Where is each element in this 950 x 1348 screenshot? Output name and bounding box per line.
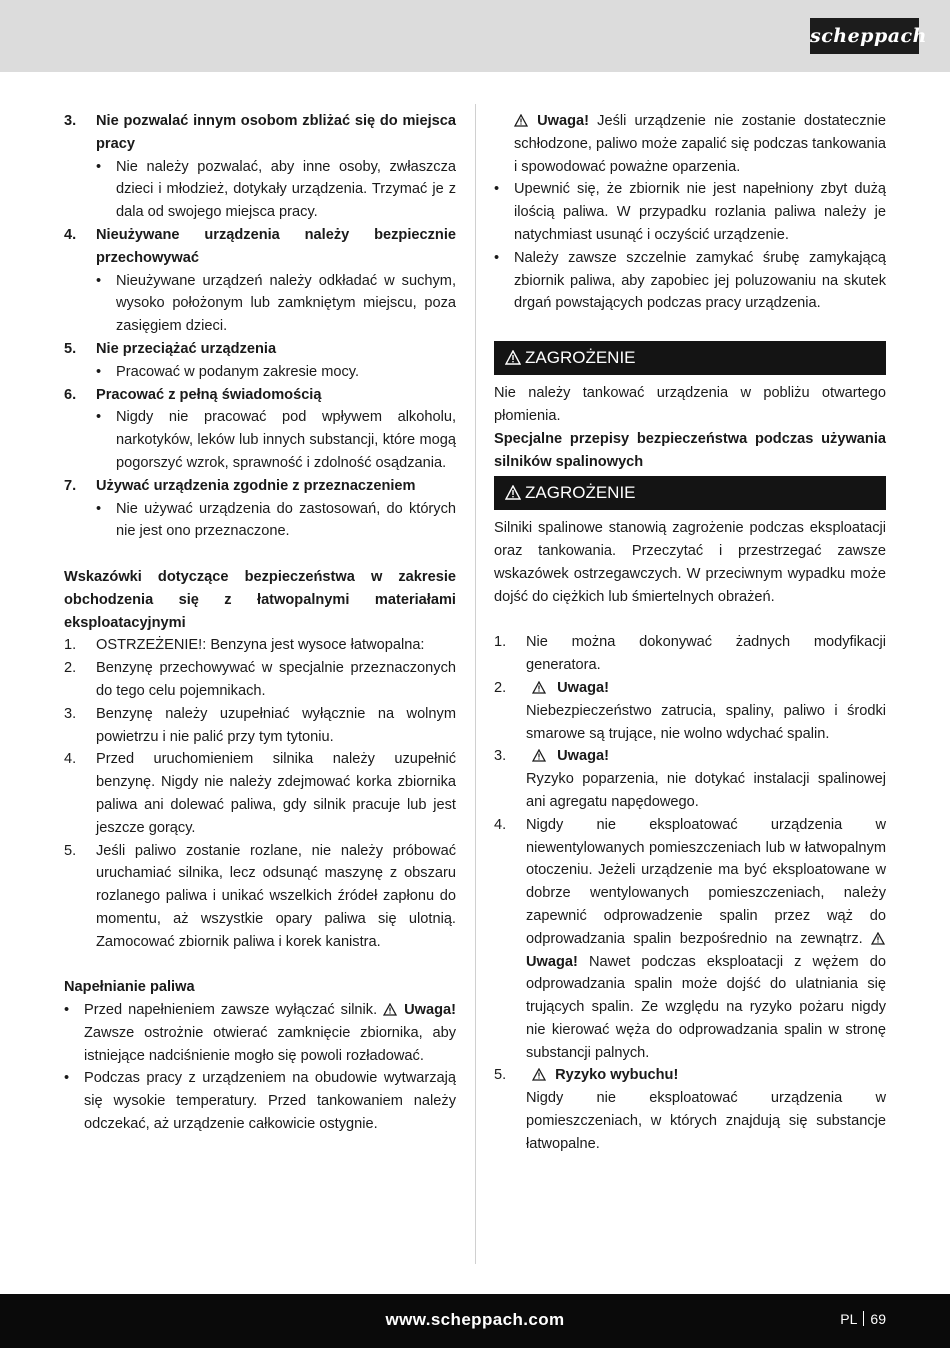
- fuel-item: [64, 748, 456, 839]
- danger-banner: [494, 476, 886, 510]
- bullet-text: Nigdy nie pracować pod wpływem alkoholu, narkotyków, leków lub innych substancji, które mogą pogorszyć wzrok, sprawność i zdolność osądzania.: [116, 409, 456, 471]
- item-number: 6.: [64, 386, 77, 403]
- warning-triangle-icon: [505, 485, 521, 500]
- warning-text: Jeśli urządzenie nie zostanie dostatecznie schłodzone, paliwo może zapalić się podczas tankowania i spowodować poważne oparzenia.: [514, 113, 886, 175]
- list-item-7: [64, 475, 456, 498]
- bullet-text-part: Zawsze ostrożnie otwierać zamknięcie zbiornika, aby istniejące nadciśnienie mogło się powoli rozładować.: [84, 1024, 456, 1064]
- header-bar: [0, 0, 950, 72]
- item-title: Nie pozwalać innym osobom zbliżać się do miejsca pracy: [96, 113, 456, 152]
- list-item-3: [64, 110, 456, 156]
- right-column: [494, 110, 886, 1156]
- engine-item: [494, 814, 886, 1065]
- fuel-item: [64, 657, 456, 703]
- uwaga-label: Uwaga!: [537, 113, 590, 129]
- uwaga-label: Uwaga!: [404, 1002, 456, 1019]
- item-title: Pracować z pełną świadomością: [96, 386, 322, 403]
- bullet-text: Nie należy pozwalać, aby inne osoby, zwłaszcza dzieci i młodzież, dotykały urządzenia. Trzymać je z dala od swojego miejsca pracy.: [116, 158, 456, 221]
- list-item-5: [64, 338, 456, 361]
- item-number: 4.: [64, 751, 77, 768]
- left-column: [64, 110, 456, 1136]
- uwaga-label: Uwaga!: [526, 953, 578, 970]
- warning-paragraph: [494, 110, 886, 178]
- item-title: Nie przeciążać urządzenia: [96, 340, 277, 357]
- bullet-item: • Nigdy nie pracować pod wpływem alkoholu, narkotyków, leków lub innych substancji, które mogą pogorszyć wzrok, sprawność i zdolność osądzania.: [64, 406, 456, 474]
- engine-item: [494, 677, 886, 745]
- item-text: OSTRZEŻENIE!: Benzyna jest wysoce łatwopalna:: [96, 637, 425, 654]
- page-indicator: [840, 1311, 886, 1327]
- refuel-heading: Napełnianie paliwa: [64, 979, 195, 996]
- item-number: 4.: [494, 816, 507, 833]
- footer-bar: [0, 1294, 950, 1348]
- warning-triangle-icon: [871, 928, 886, 951]
- danger-label: ZAGROŻENIE: [525, 348, 636, 368]
- explosion-risk-label: Ryzyko wybuchu!: [555, 1067, 679, 1084]
- warning-triangle-icon: [526, 745, 547, 768]
- item-text: Przed uruchomieniem silnika należy uzupełnić benzynę. Nigdy nie należy zdejmować korka zbiornika paliwa ani dolewać paliwa, gdy silnik pracuje lub jest jeszcze gorący.: [96, 751, 456, 836]
- item-title: Nieużywane urządzenia należy bezpiecznie przechowywać: [96, 226, 456, 266]
- item-text: Jeśli paliwo zostanie rozlane, nie należy próbować uruchamiać silnika, lecz odsunąć maszynę z obszaru rozlanego paliwa i unikać wszelkich źródeł zapłonu do momentu, aż wszystkie opary paliwa się ulotnią. Zamocować zbiornik paliwa i korek kanistra.: [96, 842, 456, 950]
- item-number: 4.: [64, 226, 77, 243]
- item-body: [526, 745, 886, 813]
- danger-text: Silniki spalinowe stanowią zagrożenie podczas eksploatacji oraz tankowania. Przeczytać i przestrzegać zawsze wskazówek ostrzegawczych. W przeciwnym wypadku może dojść do ciężkich lub śmiertelnych obrażeń.: [494, 520, 886, 605]
- item-number: 1.: [494, 634, 507, 651]
- item-body: [526, 814, 886, 1065]
- column-divider: [475, 104, 476, 1264]
- bullet-item: • Przed napełnieniem zawsze wyłączać silnik. Uwaga! Zawsze ostrożnie otwierać zamknięcie zbiornika, aby istniejące nadciśnienie mogło się powoli rozładować.: [64, 999, 456, 1067]
- fuel-item: [64, 634, 456, 657]
- item-title: Używać urządzenia zgodnie z przeznaczeniem: [96, 477, 416, 494]
- list-item-6: [64, 384, 456, 407]
- item-text: Benzynę przechowywać w specjalnie przeznaczonych do tego celu pojemnikach.: [96, 660, 456, 699]
- bullet-text: Należy zawsze szczelnie zamykać śrubę zamykającą zbiornik paliwa, aby zapobiec jej poluzowaniu na skutek drgań powstających podczas pracy urządzenia.: [514, 249, 886, 312]
- warning-triangle-icon: [514, 110, 529, 133]
- engine-item: [494, 745, 886, 813]
- item-text: Ryzyko poparzenia, nie dotykać instalacji spalinowej ani agregatu napędowego.: [526, 771, 886, 810]
- bullet-item: • Nie należy pozwalać, aby inne osoby, zwłaszcza dzieci i młodzież, dotykały urządzenia. Trzymać je z dala od swojego miejsca pracy.: [64, 156, 456, 224]
- bullet-text: [84, 999, 456, 1067]
- item-number: 5.: [64, 340, 77, 357]
- bullet-text-part: Przed napełnieniem zawsze wyłączać silnik.: [84, 1002, 378, 1019]
- danger-banner: [494, 341, 886, 375]
- danger-label: ZAGROŻENIE: [525, 483, 636, 503]
- warning-triangle-icon: [505, 350, 521, 365]
- item-text: Nigdy nie eksploatować urządzenia w pomieszczeniach, w których znajdują się substancje łatwopalne.: [526, 1090, 886, 1152]
- fuel-safety-heading: Wskazówki dotyczące bezpieczeństwa w zakresie obchodzenia się z łatwopalnymi materiałami eksploatacyjnymi: [64, 568, 456, 631]
- item-number: 3.: [494, 748, 507, 765]
- item-body: [526, 677, 886, 745]
- item-number: 3.: [64, 705, 77, 722]
- warning-triangle-icon: [526, 677, 547, 700]
- item-text: Nawet podczas eksploatacji z wężem do odprowadzania spalin może dojść do ulatniania się trujących spalin. Ze względu na ryzyko pożaru nigdy nie kierować węża do odprowadzania spalin w stronę substancji palnych.: [526, 953, 886, 1061]
- bullet-item: • Nieużywane urządzeń należy odkładać w suchym, wysoko położonym lub zamkniętym miejscu, poza zasięgiem dzieci.: [64, 270, 456, 338]
- warning-triangle-icon: [383, 999, 398, 1022]
- engine-item: [494, 1064, 886, 1155]
- fuel-item: [64, 840, 456, 954]
- fuel-item: [64, 703, 456, 749]
- item-number: 5.: [64, 842, 77, 859]
- bullet-item: • Pracować w podanym zakresie mocy.: [64, 361, 456, 384]
- separator: [863, 1311, 864, 1326]
- item-number: 5.: [494, 1067, 507, 1084]
- bullet-text: Podczas pracy z urządzeniem na obudowie wytwarzają się wysokie temperatury. Przed tankowaniem należy odczekać, aż urządzenie całkowicie ostygnie.: [84, 1070, 456, 1133]
- bullet-text: Pracować w podanym zakresie mocy.: [116, 363, 360, 380]
- list-item-4: [64, 224, 456, 270]
- language-code: PL: [840, 1311, 858, 1327]
- item-number: 1.: [64, 637, 77, 654]
- item-text: Benzynę należy uzupełniać wyłącznie na wolnym powietrzu i nie palić przy tym tytoniu.: [96, 705, 456, 745]
- bullet-item: • Podczas pracy z urządzeniem na obudowie wytwarzają się wysokie temperatury. Przed tankowaniem należy odczekać, aż urządzenie całkowicie ostygnie.: [64, 1067, 456, 1135]
- item-number: 3.: [64, 113, 77, 129]
- bullet-item: • Nie używać urządzenia do zastosowań, do których nie jest ono przeznaczone.: [64, 498, 456, 544]
- item-number: 2.: [64, 660, 77, 677]
- item-text: Nigdy nie eksploatować urządzenia w niewentylowanych pomieszczeniach lub w łatwopalnym otoczeniu. Jeżeli urządzenie ma być eksploatowane w dobrze wentylowanych pomieszczeniach, należy zapewnić odprowadzenie spalin przez wąż do odprowadzania spalin bezpośrednio na zewnątrz.: [526, 816, 886, 947]
- engine-item: [494, 631, 886, 677]
- bullet-text: Nieużywane urządzeń należy odkładać w suchym, wysoko położonym lub zamkniętym miejscu, poza zasięgiem dzieci.: [116, 272, 456, 335]
- item-number: 7.: [64, 477, 77, 494]
- item-number: 2.: [494, 679, 507, 696]
- item-text: Niebezpieczeństwo zatrucia, spaliny, paliwo i środki smarowe są trujące, nie wolno wdychać spalin.: [526, 702, 886, 742]
- bullet-item: • Należy zawsze szczelnie zamykać śrubę zamykającą zbiornik paliwa, aby zapobiec jej poluzowaniu na skutek drgań powstających podczas pracy urządzenia.: [494, 247, 886, 315]
- warning-triangle-icon: [526, 1064, 547, 1087]
- uwaga-label: Uwaga!: [557, 748, 609, 765]
- bullet-text: Nie używać urządzenia do zastosowań, do których nie jest ono przeznaczone.: [116, 500, 456, 540]
- uwaga-label: Uwaga!: [557, 679, 609, 696]
- bullet-item: • Upewnić się, że zbiornik nie jest napełniony zbyt dużą ilością paliwa. W przypadku rozlania paliwa należy je natychmiast usunąć i oczyścić urządzenie.: [494, 178, 886, 246]
- danger-text: Nie należy tankować urządzenia w pobliżu otwartego płomienia.: [494, 385, 886, 424]
- scheppach-logo: scheppach: [810, 18, 919, 54]
- engine-safety-heading: Specjalne przepisy bezpieczeństwa podczas używania silników spalinowych: [494, 430, 886, 470]
- page-number: 69: [870, 1311, 886, 1327]
- bullet-text: Upewnić się, że zbiornik nie jest napełniony zbyt dużą ilością paliwa. W przypadku rozlania paliwa należy je natychmiast usunąć i oczyścić urządzenie.: [514, 181, 886, 243]
- website-link[interactable]: www.scheppach.com: [385, 1310, 565, 1329]
- item-body: [526, 1064, 886, 1155]
- item-text: Nie można dokonywać żadnych modyfikacji generatora.: [526, 634, 886, 674]
